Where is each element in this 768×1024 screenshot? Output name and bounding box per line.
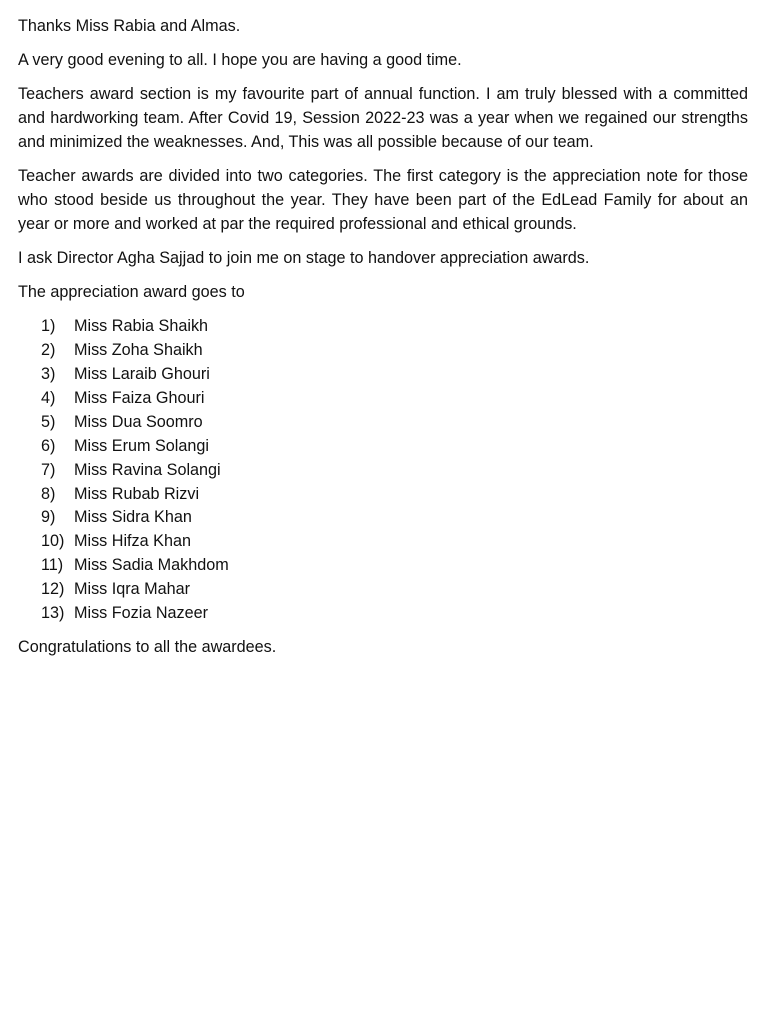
awardee-name: Miss Erum Solangi: [74, 436, 209, 455]
awardee-name: Miss Laraib Ghouri: [74, 365, 210, 384]
awardee-name: Miss Faiza Ghouri: [74, 388, 205, 407]
awardee-item: [18, 506, 748, 530]
awardee-item: [18, 387, 748, 411]
awardee-item: [18, 435, 748, 459]
awardee-number: 4): [41, 388, 56, 407]
awardee-number: 10): [41, 532, 65, 551]
awardee-number: 11): [41, 556, 64, 575]
awardee-number: 8): [41, 484, 56, 503]
awardee-name: Miss Ravina Solangi: [74, 460, 221, 479]
awardee-name: Miss Zoha Shaikh: [74, 341, 203, 360]
awardee-number: 3): [41, 365, 56, 384]
section-intro-paragraph: Teachers award section is my favourite part of annual function. I am truly blessed with a committed and hardworking team. After Covid 19, Session 2022-23 was a year when we regained our strengths and minimized the weaknesses. And, This was all possible because of our team.: [18, 85, 748, 151]
awardee-name: Miss Sadia Makhdom: [74, 556, 229, 575]
awardee-number: 6): [41, 436, 56, 455]
awardee-number: 7): [41, 460, 56, 479]
closing-paragraph: Congratulations to all the awardees.: [18, 637, 277, 656]
awardee-name: Miss Hifza Khan: [74, 532, 191, 551]
award-heading: The appreciation award goes to: [18, 283, 245, 302]
awardee-item: [18, 578, 748, 602]
awardee-number: 13): [41, 604, 65, 622]
awardee-number: 9): [41, 508, 56, 527]
awardee-number: 1): [41, 317, 56, 336]
awardee-item: [18, 483, 748, 507]
awardee-name: Miss Fozia Nazeer: [74, 604, 209, 622]
document-page: [18, 15, 748, 670]
awardee-name: Miss Dua Soomro: [74, 412, 203, 431]
awardee-item: [18, 602, 748, 626]
awardee-item: [18, 339, 748, 363]
awardee-name: Miss Sidra Khan: [74, 508, 192, 527]
awardee-item: [18, 363, 748, 387]
awardee-item: [18, 411, 748, 435]
categories-paragraph: Teacher awards are divided into two categories. The first category is the appreciation note for those who stood beside us throughout the year. They have been part of the EdLead Family for about an year or more and worked at par the required professional and ethical grounds.: [18, 167, 748, 233]
welcome-paragraph: A very good evening to all. I hope you are having a good time.: [18, 51, 462, 70]
greeting-paragraph: Thanks Miss Rabia and Almas.: [18, 17, 241, 35]
awardee-item: [18, 554, 748, 578]
awardee-item: [18, 530, 748, 554]
awardee-item: [18, 315, 748, 339]
awardee-number: 12): [41, 580, 65, 599]
awardee-number: 5): [41, 412, 56, 431]
awardee-number: 2): [41, 341, 56, 360]
awardee-name: Miss Rabia Shaikh: [74, 317, 209, 336]
awardee-item: [18, 459, 748, 483]
invite-paragraph: I ask Director Agha Sajjad to join me on stage to handover appreciation awards.: [18, 248, 590, 267]
awardee-list: [18, 315, 748, 626]
awardee-name: Miss Rubab Rizvi: [74, 484, 200, 503]
awardee-name: Miss Iqra Mahar: [74, 580, 191, 599]
